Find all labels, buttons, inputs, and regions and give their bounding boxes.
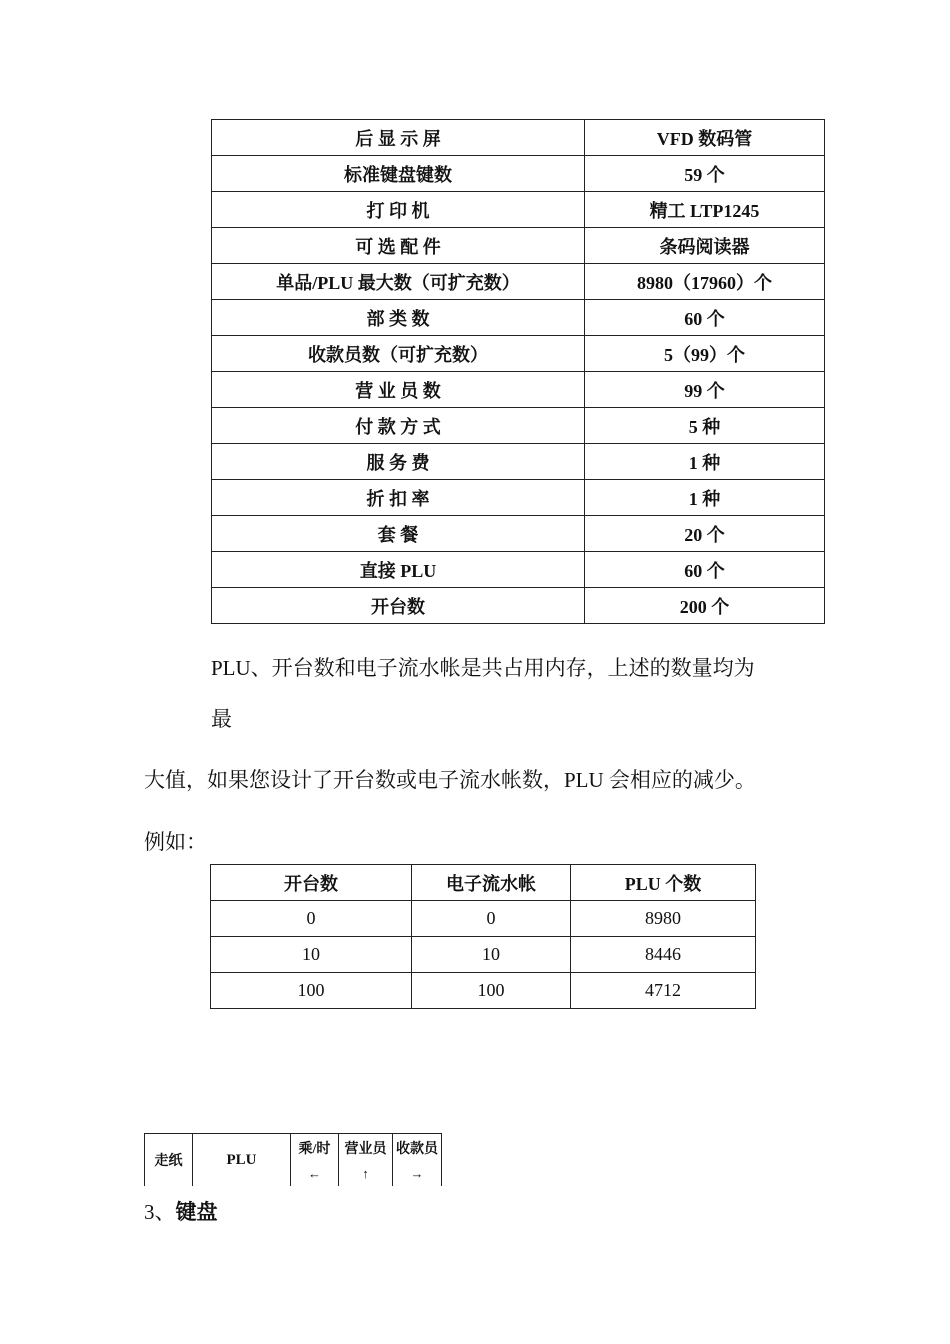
table-row [212, 192, 825, 228]
table-cell: 0 [211, 901, 412, 937]
spec-value: 200 个 [585, 588, 825, 624]
table-cell: 8980 [571, 901, 756, 937]
key-label: 乘/时 [298, 1142, 331, 1157]
spec-value: 条码阅读器 [585, 228, 825, 264]
spec-label: 付 款 方 式 [212, 408, 585, 444]
spec-value: 8980（17960）个 [585, 264, 825, 300]
table-cell: 4712 [571, 973, 756, 1009]
table-row [212, 444, 825, 480]
spec-label: 单品/PLU 最大数（可扩充数） [212, 264, 585, 300]
paragraph-line-2: 最 [211, 707, 232, 731]
spec-label: 服 务 费 [212, 444, 585, 480]
table-row [212, 516, 825, 552]
table-row [212, 156, 825, 192]
table-row [212, 480, 825, 516]
spec-value: 精工 LTP1245 [585, 192, 825, 228]
spec-label: 折 扣 率 [212, 480, 585, 516]
table-row [212, 336, 825, 372]
up-arrow-icon: ↑ [362, 1166, 369, 1181]
spec-label: 收款员数（可扩充数） [212, 336, 585, 372]
table-row [211, 973, 756, 1009]
table-cell: 0 [412, 901, 571, 937]
key-multiply-time [291, 1134, 339, 1186]
spec-label: 部 类 数 [212, 300, 585, 336]
spec-value: 5（99）个 [585, 336, 825, 372]
table-row [212, 264, 825, 300]
table-row [212, 588, 825, 624]
plu-count-table [210, 864, 756, 1009]
spec-label: 打 印 机 [212, 192, 585, 228]
spec-value: 60 个 [585, 552, 825, 588]
spec-value: 59 个 [585, 156, 825, 192]
spec-label: 套 餐 [212, 516, 585, 552]
table-cell: 10 [211, 937, 412, 973]
keyboard-key-strip [144, 1133, 442, 1186]
table-cell: 100 [211, 973, 412, 1009]
table-cell: 100 [412, 973, 571, 1009]
key-label: 走纸 [154, 1154, 183, 1169]
spec-label: 可 选 配 件 [212, 228, 585, 264]
key-salesperson [339, 1134, 393, 1186]
key-cashier [393, 1134, 442, 1186]
left-arrow-icon: ← [308, 1166, 321, 1181]
example-label: 例如： [144, 830, 207, 854]
table-cell: 10 [412, 937, 571, 973]
paragraph-line-3: 大值，如果您设计了开台数或电子流水帐数，PLU 会相应的减少。 [144, 768, 756, 792]
spec-value: 20 个 [585, 516, 825, 552]
column-header: 电子流水帐 [412, 865, 571, 901]
right-arrow-icon: → [410, 1166, 424, 1181]
table-row [212, 228, 825, 264]
spec-value: VFD 数码管 [585, 120, 825, 156]
column-header: 开台数 [211, 865, 412, 901]
spec-value: 99 个 [585, 372, 825, 408]
spec-value: 60 个 [585, 300, 825, 336]
spec-label: 开台数 [212, 588, 585, 624]
key-label: 营业员 [344, 1142, 387, 1157]
table-row [211, 901, 756, 937]
section-heading [144, 1196, 218, 1226]
spec-label: 后 显 示 屏 [212, 120, 585, 156]
spec-label: 直接 PLU [212, 552, 585, 588]
section-title: 键盘 [175, 1200, 218, 1224]
key-feed-paper [145, 1134, 193, 1186]
table-row [212, 120, 825, 156]
table-row [212, 372, 825, 408]
table-cell: 8446 [571, 937, 756, 973]
key-label: 收款员 [396, 1142, 438, 1157]
table-row [212, 300, 825, 336]
paragraph-line-1: PLU、开台数和电子流水帐是共占用内存，上述的数量均为 [211, 656, 755, 680]
table-row [212, 552, 825, 588]
spec-table [211, 119, 825, 624]
table-header-row [211, 865, 756, 901]
key-plu [193, 1134, 291, 1186]
spec-value: 1 种 [585, 444, 825, 480]
key-label: PLU [226, 1151, 257, 1168]
spec-label: 标准键盘键数 [212, 156, 585, 192]
spec-label: 营 业 员 数 [212, 372, 585, 408]
table-row [212, 408, 825, 444]
spec-value: 5 种 [585, 408, 825, 444]
table-row [211, 937, 756, 973]
column-header: PLU 个数 [571, 865, 756, 901]
spec-value: 1 种 [585, 480, 825, 516]
section-number: 3、 [144, 1200, 176, 1224]
